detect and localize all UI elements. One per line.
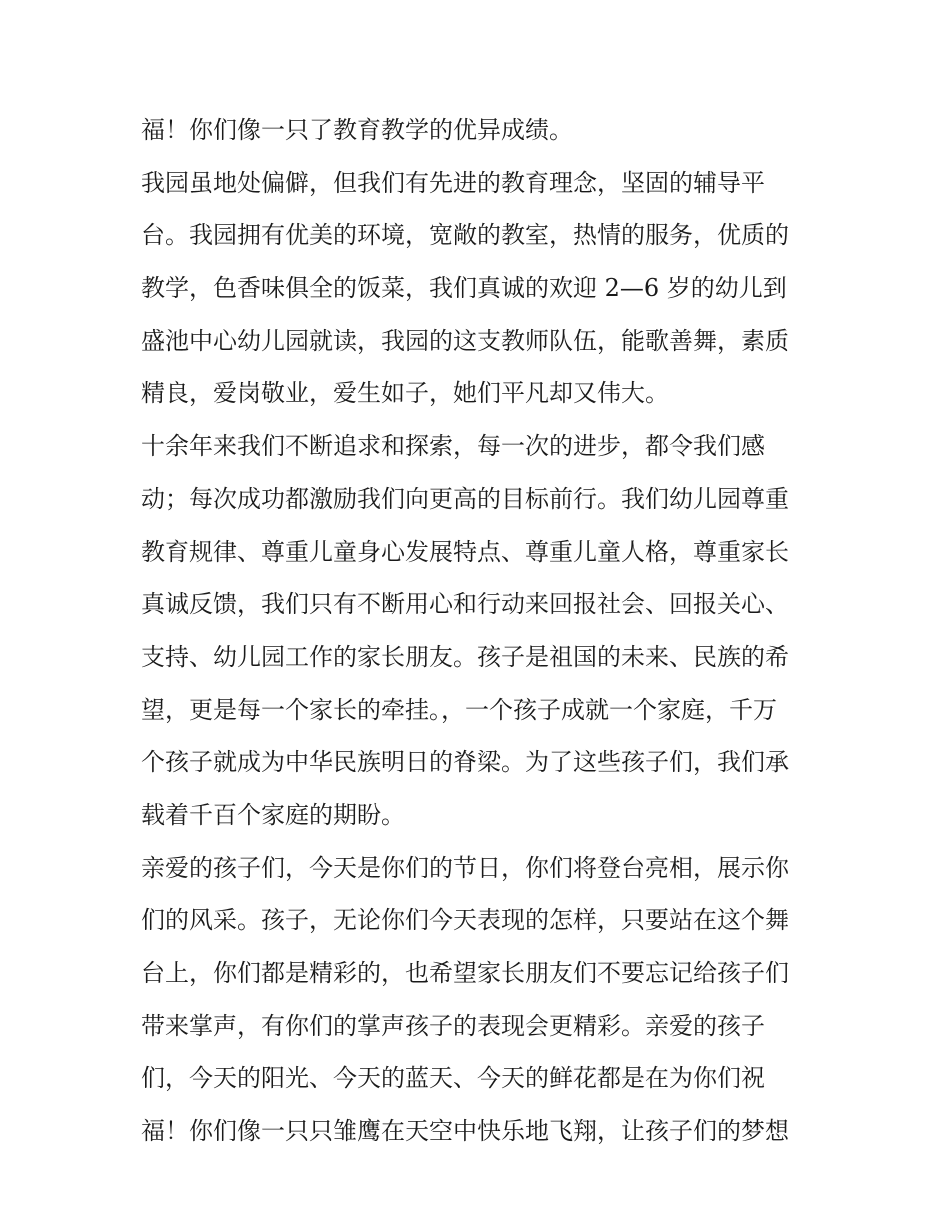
text-line: 教育规律、尊重儿童身心发展特点、尊重儿童人格，尊重家长: [141, 537, 789, 566]
text-line: 精良，爱岗敬业，爱生如子，她们平凡却又伟大。: [141, 379, 669, 408]
text-line: 望，更是每一个家长的牵挂。，一个孩子成就一个家庭，千万: [141, 695, 777, 724]
text-line: 台上，你们都是精彩的，也希望家长朋友们不要忘记给孩子们: [141, 959, 789, 987]
text-line: 动；每次成功都激励我们向更高的目标前行。我们幼儿园尊重: [141, 484, 789, 513]
text-line: 我园虽地处偏僻，但我们有先进的教育理念，坚固的辅导平: [141, 168, 765, 197]
text-line: 台。我园拥有优美的环境，宽敞的教室，热情的服务，优质的: [141, 221, 789, 250]
text-line: 支持、幼儿园工作的家长朋友。孩子是祖国的未来、民族的希: [141, 642, 789, 671]
text-line: 们的风采。孩子，无论你们今天表现的怎样，只要站在这个舞: [141, 906, 789, 935]
text-line: 载着千百个家庭的期盼。: [141, 800, 405, 829]
text-line: 亲爱的孩子们，今天是你们的节日，你们将登台亮相，展示你: [141, 853, 789, 882]
text-line: 真诚反馈，我们只有不断用心和行动来回报社会、回报关心、: [141, 590, 789, 619]
text-line: 教学，色香味俱全的饭菜，我们真诚的欢迎 2—6 岁的幼儿到: [141, 274, 787, 303]
text-line: 福！你们像一只只雏鹰在天空中快乐地飞翔，让孩子们的梦想: [141, 1117, 789, 1146]
text-line: 盛池中心幼儿园就读，我园的这支教师队伍，能歌善舞，素质: [141, 326, 789, 355]
body-text: [141, 104, 813, 1158]
text-line: 带来掌声，有你们的掌声孩子的表现会更精彩。亲爱的孩子: [141, 1011, 765, 1040]
text-line: 个孩子就成为中华民族明日的脊梁。为了这些孩子们，我们承: [141, 748, 789, 777]
text-line: 福！你们像一只了教育教学的优异成绩。: [141, 116, 573, 144]
text-line: 们，今天的阳光、今天的蓝天、今天的鲜花都是在为你们祝: [141, 1064, 765, 1093]
text-line: 十余年来我们不断追求和探索，每一次的进步，都令我们感: [141, 432, 765, 461]
